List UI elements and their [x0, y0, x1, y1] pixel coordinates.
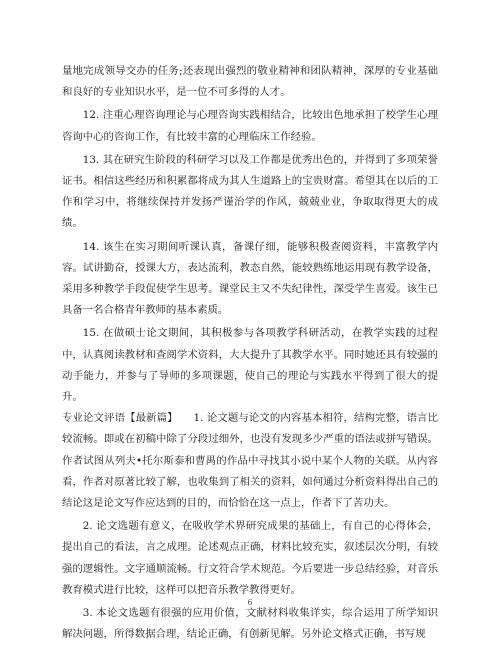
paragraph-continuation: 量地完成领导交办的任务;还表现出强烈的敬业精神和团队精神，深厚的专业基础和良好的专业知识水平，是一位不可多得的人才。 — [62, 65, 438, 99]
page-number: 6 — [247, 598, 253, 607]
section-heading-paragraph: 专业论文评语【最新篇】 1. 论文题与论文的内容基本相符，结构完整，语言比较流畅。即或在初稿中除了分段过细外，也没有发现多少严重的语法或拼写错误。作者试图从列夫•托尔斯泰和曹禺的作品中寻找其小说中某个人物的关联。从内容看，作者对原著比较了解，也收集到了相关的资料，如何通过分析资料得出自己的结论这是论文写作应达到的目的，而恰恰在这一点上，作者下了苦功夫。 — [62, 412, 438, 510]
paragraph-comment-3: 3. 本论文选题有很强的应用价值，文献材料收集详实，综合运用了所学知识解决问题，所得数据合理，结论正确，有创新见解。另外论文格式正确，书写规 — [62, 607, 438, 641]
document-body — [62, 61, 438, 645]
paragraph-14: 14. 该生在实习期间听课认真，备课仔细，能够积极查阅资料，丰富教学内容。试讲勤奋，授课大方，表达流利，教态自然，能较熟练地运用现有教学设备，采用多种教学手段促使学生思考。课堂民主又不失纪律性，深受学生喜爱。该生已具备一名合格青年教师的基本素质。 — [62, 240, 438, 317]
paragraph-15: 15. 在做硕士论文期间，其积极参与各项教学科研活动，在教学实践的过程中，认真阅读教材和查阅学术资料，大大提升了其教学水平。同时她还具有较强的动手能力，并参与了导师的多项课题，使自己的理论与实践水平得到了很大的提升。 — [62, 327, 438, 404]
paragraph-comment-2: 2. 论文选题有意义，在吸收学术界研究成果的基础上，有自己的心得体会，提出自己的看法，言之成理。论述观点正确，材料比较充实，叙述层次分明，有较强的逻辑性。文字通顺流畅。行文符合学术规范。今后要进一步总结经验，对音乐教育模式进行比较，这样可以把音乐教学教得更好。 — [62, 520, 438, 596]
paragraph-13: 13. 其在研究生阶段的科研学习以及工作都是优秀出色的，并得到了多项荣誉证书。相信这些经历和积累都将成为其人生道路上的宝贵财富。希望其在以后的工作和学习中，将继续保持并发扬严谨治学的作风，兢兢业业，争取取得更大的成绩。 — [62, 153, 438, 230]
paragraph-12: 12. 注重心理咨询理论与心理咨询实践相结合，比较出色地承担了校学生心理咨询中心的咨询工作，有比较丰富的心理临床工作经验。 — [62, 109, 438, 143]
